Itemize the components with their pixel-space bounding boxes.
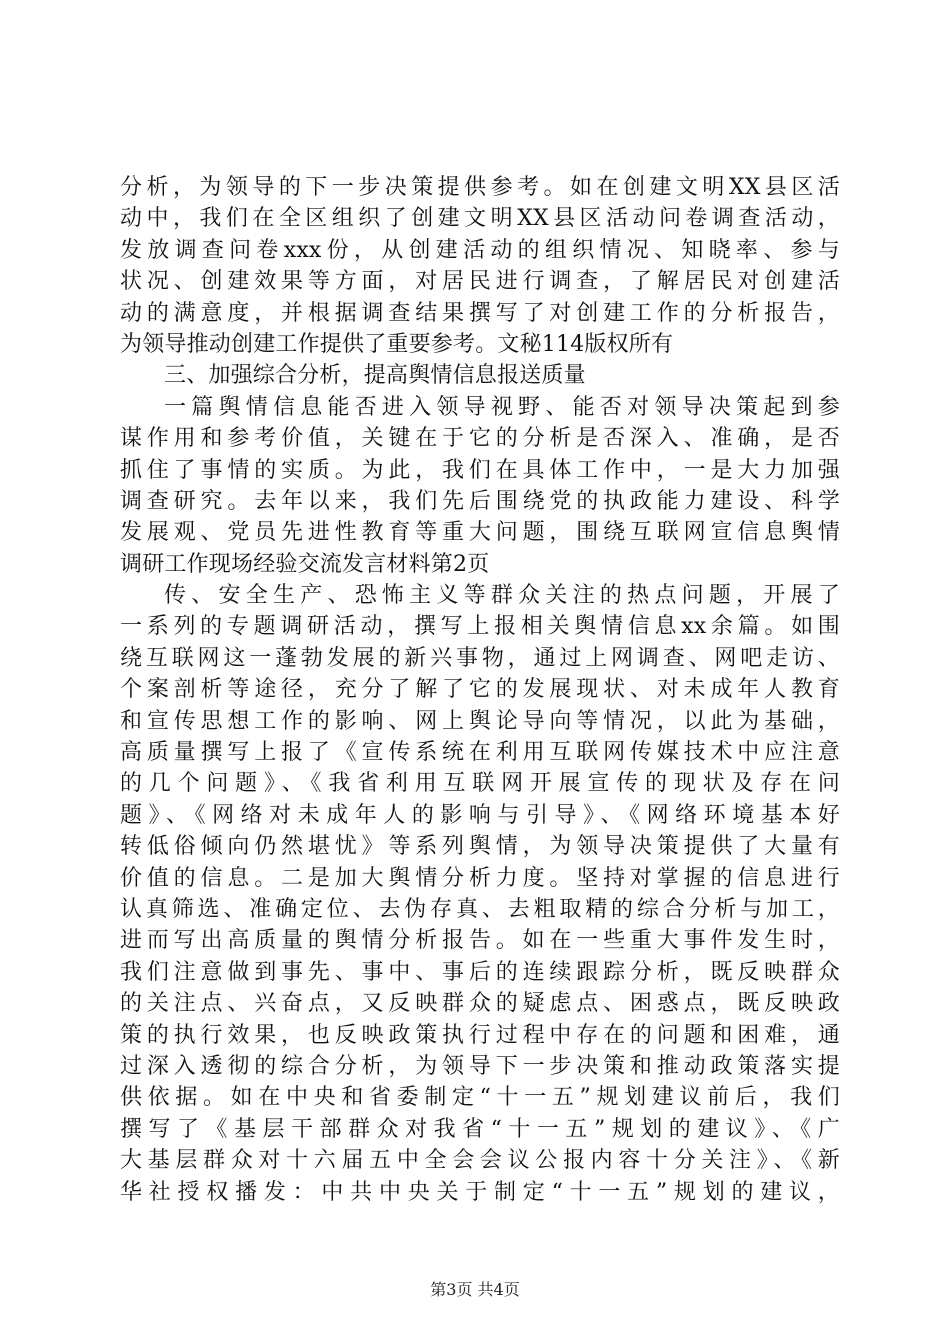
text-line: 大基层群众对十六届五中全会会议公报内容十分关注》、《新 (120, 1148, 840, 1174)
text-line: 的几个问题》、《我省利用互联网开展宣传的现状及存在问 (120, 771, 840, 797)
text-line: 转低俗倾向仍然堪忧》等系列舆情，为领导决策提供了大量有 (120, 834, 840, 860)
text-line: 一系列的专题调研活动，撰写上报相关舆情信息xx余篇。如围 (120, 614, 840, 640)
text-line: 发放调查问卷xxx份，从创建活动的组织情况、知晓率、参与 (120, 237, 840, 263)
text-line: 调查研究。去年以来，我们先后围绕党的执政能力建设、科学 (120, 488, 840, 514)
text-line: 过深入透彻的综合分析，为领导下一步决策和推动政策落实提 (120, 1053, 840, 1079)
text-line: 个案剖析等途径，充分了解了它的发展现状、对未成年人教育 (120, 677, 840, 703)
text-line: 谋作用和参考价值，关键在于它的分析是否深入、准确，是否 (120, 426, 840, 452)
page-footer: 第3页 共4页 (430, 1280, 520, 1299)
text-line: 撰写了《基层干部群众对我省“十一五”规划的建议》、《广 (120, 1116, 840, 1142)
text-line: 调研工作现场经验交流发言材料第2页 (120, 551, 490, 577)
text-line: 进而写出高质量的舆情分析报告。如在一些重大事件发生时， (120, 928, 840, 954)
text-line: 分析，为领导的下一步决策提供参考。如在创建文明XX县区活 (120, 175, 840, 200)
text-line: 高质量撰写上报了《宣传系统在利用互联网传媒技术中应注意 (120, 740, 840, 766)
text-line: 和宣传思想工作的影响、网上舆论导向等情况，以此为基础， (120, 708, 840, 734)
text-line: 我们注意做到事先、事中、事后的连续跟踪分析，既反映群众 (120, 959, 840, 985)
text-line: 一篇舆情信息能否进入领导视野、能否对领导决策起到参 (164, 394, 840, 420)
text-line: 发展观、党员先进性教育等重大问题，围绕互联网宣信息舆情 (120, 520, 840, 546)
document-body (120, 172, 840, 1208)
text-line: 策的执行效果，也反映政策执行过程中存在的问题和困难，通 (120, 1022, 840, 1048)
text-line: 传、安全生产、恐怖主义等群众关注的热点问题，开展了 (164, 583, 840, 609)
text-line: 抓住了事情的实质。为此，我们在具体工作中，一是大力加强 (120, 457, 840, 483)
text-line: 供依据。如在中央和省委制定“十一五”规划建议前后，我们 (120, 1085, 840, 1111)
text-line: 动的满意度，并根据调查结果撰写了对创建工作的分析报告， (120, 300, 840, 326)
text-line: 状况、创建效果等方面，对居民进行调查，了解居民对创建活 (120, 269, 840, 295)
text-line: 华社授权播发：中共中央关于制定“十一五”规划的建议， (120, 1179, 840, 1205)
text-line: 的关注点、兴奋点，又反映群众的疑虑点、困惑点，既反映政 (120, 991, 840, 1017)
text-line: 题》、《网络对未成年人的影响与引导》、《网络环境基本好 (120, 802, 840, 828)
text-line: 为领导推动创建工作提供了重要参考。文秘114版权所有 (120, 331, 674, 357)
text-line: 三、加强综合分析，提高舆情信息报送质量 (164, 363, 586, 389)
text-line: 绕互联网这一蓬勃发展的新兴事物，通过上网调查、网吧走访、 (120, 645, 840, 671)
text-line: 价值的信息。二是加大舆情分析力度。坚持对掌握的信息进行 (120, 865, 840, 891)
text-line: 动中，我们在全区组织了创建文明XX县区活动问卷调查活动， (120, 206, 840, 232)
text-line: 认真筛选、准确定位、去伪存真、去粗取精的综合分析与加工， (120, 896, 840, 922)
